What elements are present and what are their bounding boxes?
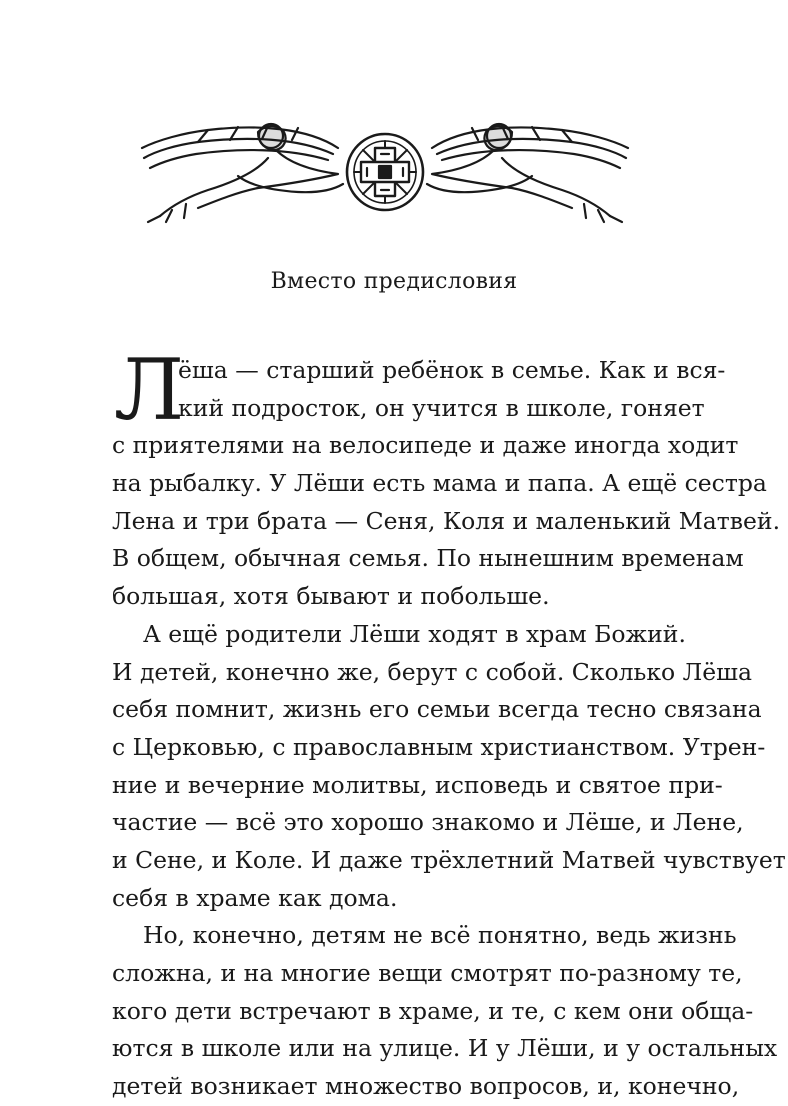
text-line: себя помнит, жизнь его семьи всегда тесно связана — [112, 695, 762, 724]
paragraph-1 — [112, 341, 781, 616]
text-line: себя в храме как дома. — [112, 883, 398, 912]
text-line: на рыбалку. У Лёши есть мама и папа. А ещё сестра — [112, 469, 767, 498]
angels-cross-ornament-icon — [138, 118, 632, 226]
text-line: с Церковью, с православным христианством. Утрен- — [112, 732, 766, 761]
text-line: ются в школе или на улице. И у Лёши, и у остальных — [112, 1034, 778, 1063]
body-text — [112, 341, 786, 1106]
paragraph-3 — [112, 917, 778, 1105]
text-line: ёша — старший ребёнок в семье. Как и вся- — [178, 356, 726, 384]
text-line: И детей, конечно же, берут с собой. Сколько Лёша — [112, 657, 752, 686]
text-line: с приятелями на велосипеде и даже иногда ходит — [112, 431, 739, 460]
text-line: детей возникает множество вопросов, и, конечно, — [112, 1072, 740, 1101]
text-line: сложна, и на многие вещи смотрят по-разному те, — [112, 959, 743, 987]
text-line: и Сене, и Коле. И даже трёхлетний Матвей чувствует — [112, 845, 786, 874]
text-line: частие — всё это хорошо знакомо и Лёше, и Лене, — [112, 808, 744, 837]
paragraph-2 — [112, 616, 786, 918]
text-line: В общем, обычная семья. По нынешним временам — [112, 544, 744, 573]
text-line: большая, хотя бывают и побольше. — [112, 582, 550, 611]
text-line: Лена и три брата — Сеня, Коля и маленький Матвей. — [112, 506, 781, 535]
text-line: кого дети встречают в храме, и те, с кем они обща- — [112, 996, 754, 1025]
text-line: ние и вечерние молитвы, исповедь и святое при- — [112, 770, 723, 799]
text-line: А ещё родители Лёши ходят в храм Божий. — [143, 619, 686, 648]
text-line: кий подросток, он учится в школе, гоняет — [178, 393, 705, 422]
chapter-heading: Вместо предисловия — [270, 269, 518, 294]
text-line: Но, конечно, детям не всё понятно, ведь жизнь — [143, 921, 737, 950]
drop-cap: Л — [114, 341, 185, 439]
